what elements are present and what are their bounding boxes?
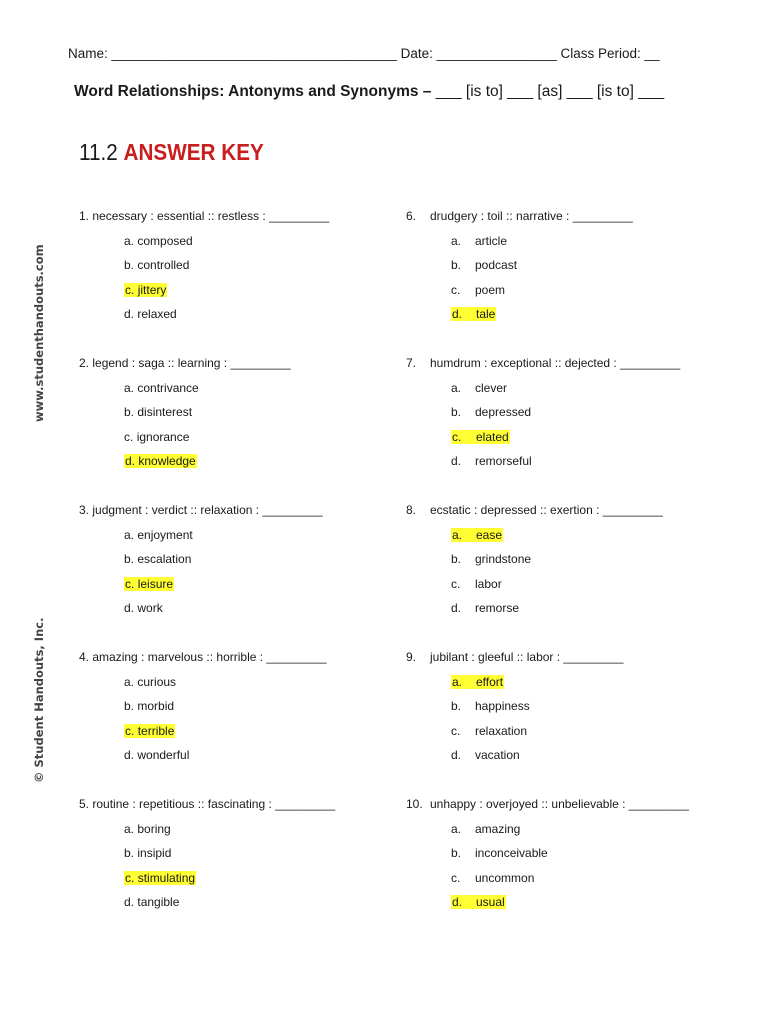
option-b: b. depressed — [451, 405, 532, 419]
answer-highlight: a. effort — [452, 675, 504, 689]
question-prompt: 8. ecstatic : depressed :: exertion : _________ — [406, 503, 663, 517]
question-prompt: 9. jubilant : gleeful :: labor : _________ — [406, 650, 624, 664]
option-b: b. podcast — [451, 258, 518, 272]
answer-highlight: c. stimulating — [125, 871, 196, 885]
option-b: b. controlled — [124, 258, 190, 272]
option-c: c. poem — [451, 283, 506, 297]
answer-key-number: 11.2 — [79, 139, 118, 165]
worksheet-title-analogy: ___ [is to] ___ [as] ___ [is to] ___ — [431, 83, 665, 100]
option-b: b. escalation — [124, 552, 192, 566]
answer-highlight: c. jittery — [125, 283, 167, 297]
option-d-answer — [124, 453, 197, 469]
answer-highlight: d. usual — [452, 895, 505, 909]
option-d-answer — [451, 894, 506, 910]
option-c-answer — [124, 576, 174, 592]
option-b: b. grindstone — [451, 552, 532, 566]
option-d-answer — [451, 306, 496, 322]
option-b: b. happiness — [451, 699, 530, 713]
question-prompt: 7. humdrum : exceptional :: dejected : _________ — [406, 356, 681, 370]
option-a-answer — [451, 674, 504, 690]
option-b: b. disinterest — [124, 405, 193, 419]
answer-highlight: d. knowledge — [125, 454, 196, 468]
answer-highlight: c. terrible — [125, 724, 175, 738]
option-a: a. boring — [124, 822, 171, 836]
question-prompt: 2. legend : saga :: learning : _________ — [79, 356, 291, 370]
option-d: d. wonderful — [124, 748, 190, 762]
option-a: a. composed — [124, 234, 193, 248]
option-a: a. article — [451, 234, 508, 248]
answer-highlight: c. elated — [452, 430, 509, 444]
side-website-text: www.studenthandouts.com — [32, 244, 46, 422]
answer-highlight: d. tale — [452, 307, 496, 321]
answer-key-heading — [79, 139, 264, 166]
option-b: b. inconceivable — [451, 846, 548, 860]
worksheet-title — [74, 83, 664, 101]
option-c-answer — [124, 870, 196, 886]
option-a: a. amazing — [451, 822, 521, 836]
option-d: d. remorse — [451, 601, 520, 615]
option-b: b. morbid — [124, 699, 175, 713]
option-b: b. insipid — [124, 846, 172, 860]
option-d: d. work — [124, 601, 163, 615]
option-a: a. enjoyment — [124, 528, 193, 542]
option-d: d. remorseful — [451, 454, 532, 468]
option-d: d. vacation — [451, 748, 520, 762]
option-c-answer — [451, 429, 510, 445]
worksheet-title-main: Word Relationships: Antonyms and Synonyms – — [74, 83, 432, 100]
option-d: d. relaxed — [124, 307, 177, 321]
option-a: a. curious — [124, 675, 177, 689]
option-c-answer — [124, 723, 175, 739]
option-c-answer — [124, 282, 167, 298]
side-copyright-text: © Student Handouts, Inc. — [32, 617, 46, 783]
option-d: d. tangible — [124, 895, 180, 909]
option-a: a. contrivance — [124, 381, 199, 395]
name-date-period-line: Name: ______________________________________ Date: ________________ Class Period: __ — [68, 46, 660, 61]
option-c: c. ignorance — [124, 430, 190, 444]
option-c: c. relaxation — [451, 724, 528, 738]
question-prompt: 5. routine : repetitious :: fascinating : _________ — [79, 797, 336, 811]
question-prompt: 1. necessary : essential :: restless : _________ — [79, 209, 330, 223]
answer-key-label: ANSWER KEY — [123, 139, 264, 165]
question-prompt: 3. judgment : verdict :: relaxation : _________ — [79, 503, 323, 517]
question-prompt: 10. unhappy : overjoyed :: unbelievable : _________ — [406, 797, 689, 811]
option-c: c. uncommon — [451, 871, 535, 885]
answer-highlight: c. leisure — [125, 577, 174, 591]
option-a-answer — [451, 527, 503, 543]
option-a: a. clever — [451, 381, 508, 395]
option-c: c. labor — [451, 577, 502, 591]
answer-highlight: a. ease — [452, 528, 503, 542]
question-prompt: 4. amazing : marvelous :: horrible : _________ — [79, 650, 327, 664]
question-prompt: 6. drudgery : toil :: narrative : _________ — [406, 209, 633, 223]
